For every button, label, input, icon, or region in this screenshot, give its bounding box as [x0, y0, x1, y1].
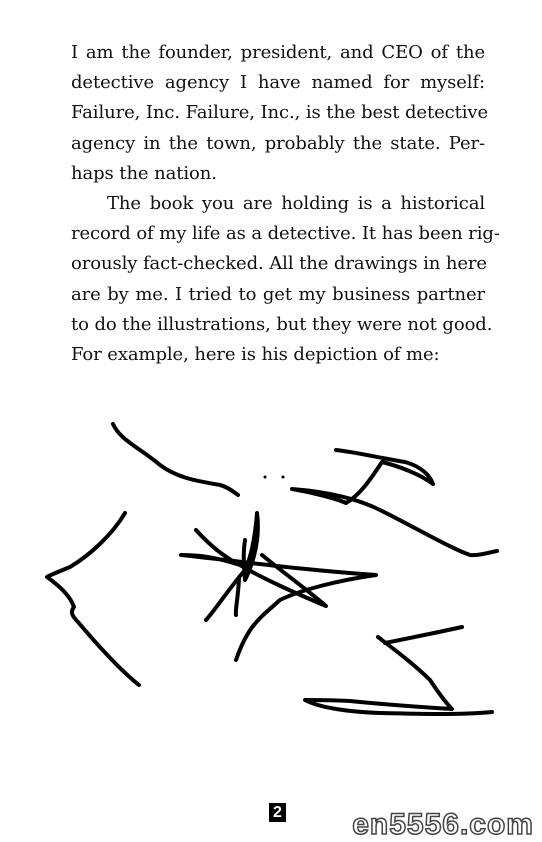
- text-line: record of my life as a detective. It has been rig-: [71, 223, 500, 245]
- scribble-portrait-drawing: [0, 405, 542, 735]
- scribble-dot: [264, 476, 267, 479]
- text-line: The book you are holding is a historical: [107, 192, 485, 214]
- text-line: Failure, Inc. Failure, Inc., is the best detective: [71, 102, 489, 124]
- body-text: [71, 38, 500, 370]
- scribble-brow-stroke: [113, 424, 238, 495]
- text-line: For example, here is his depiction of me:: [71, 343, 440, 365]
- text-line: orously fact-checked. All the drawings in here: [71, 253, 487, 275]
- paragraph-1: [71, 38, 489, 189]
- scribble-dot: [282, 476, 285, 479]
- text-line: agency in the town, probably the state. Per-: [71, 132, 485, 154]
- text-line: I am the founder, president, and CEO of the: [71, 42, 485, 63]
- paragraph-2: [71, 189, 500, 370]
- scribble-mouth-stroke: [385, 627, 462, 643]
- watermark: en5556.com: [352, 808, 534, 841]
- scribble-left-face-stroke: [47, 513, 139, 685]
- text-line: detective agency I have named for myself:: [71, 72, 485, 94]
- scribble-cross-stroke: [292, 450, 497, 555]
- text-line: haps the nation.: [71, 162, 217, 184]
- text-line: to do the illustrations, but they were not good.: [71, 313, 493, 335]
- page-number: 2: [269, 803, 286, 822]
- scribble-chin-stroke: [305, 637, 492, 714]
- text-line: are by me. I tried to get my business partner: [71, 283, 485, 305]
